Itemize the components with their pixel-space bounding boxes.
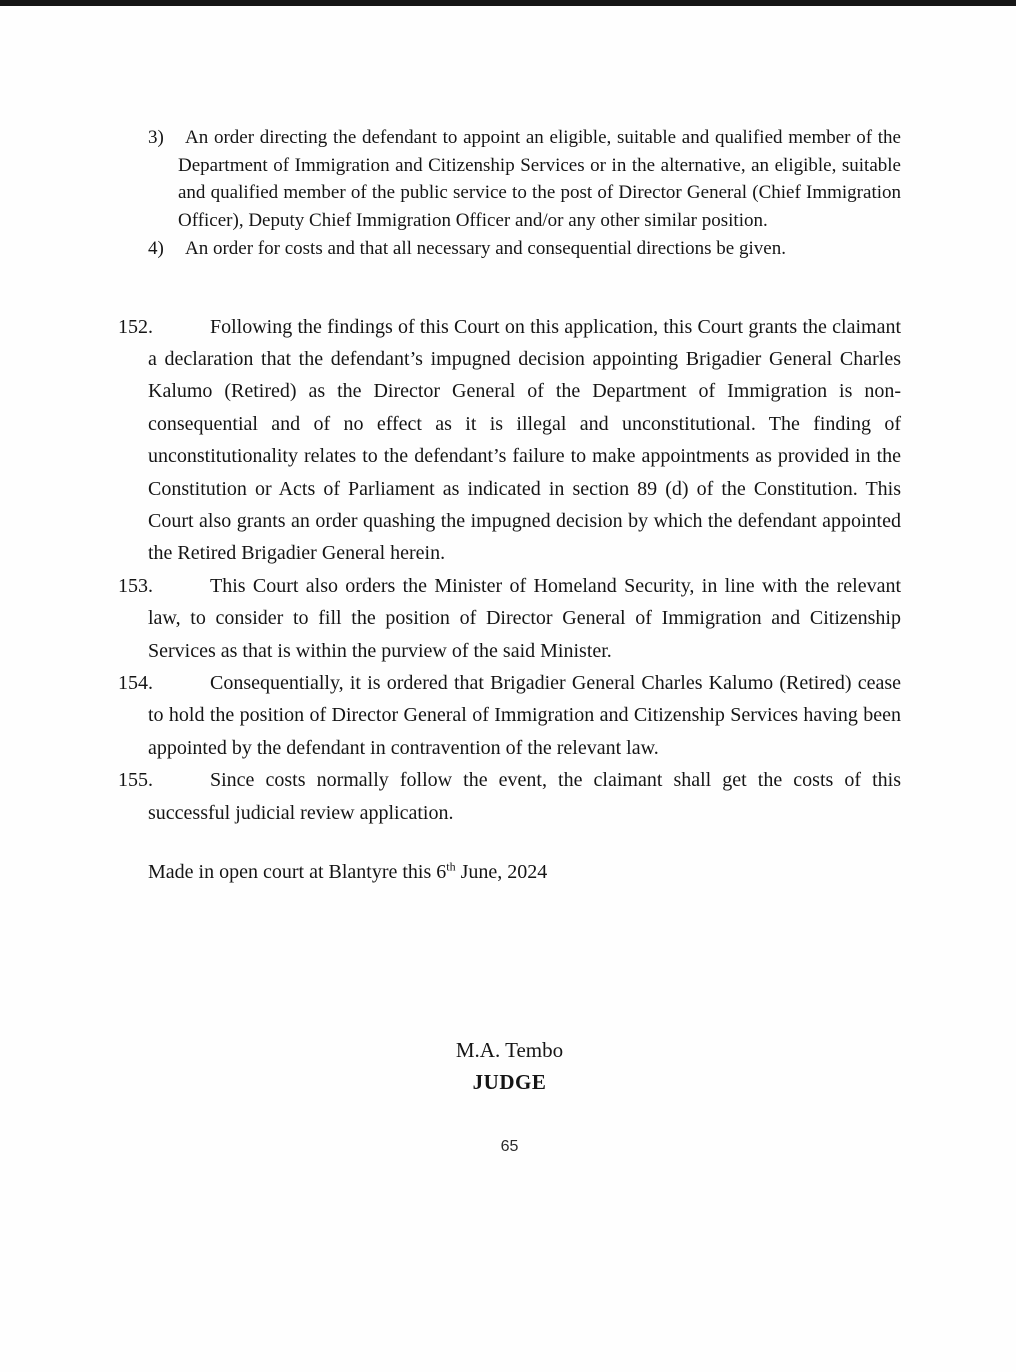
document-content <box>118 6 901 1156</box>
signature-block <box>118 1034 901 1098</box>
judge-name: M.A. Tembo <box>455 1038 564 1063</box>
paragraph-text: Consequentially, it is ordered that Brigadier General Charles Kalumo (Retired) cease to hold the position of Director General of Immigration and Citizenship Services having been appointed by the defendant in contravention of the relevant law. <box>148 671 901 759</box>
closing-prefix: Made in open court at Blantyre this 6 <box>148 861 447 884</box>
list-item-marker: 3) <box>148 127 164 148</box>
closing-line <box>148 856 901 888</box>
judgment-paragraph <box>118 311 901 570</box>
list-item-text: An order directing the defendant to appoint an eligible, suitable and qualified member of the Department of Immigration and Citizenship Services or in the alternative, an eligible, suitable and qualified member of the public service to the post of Director General (Chief Immigration Officer), Deputy Chief Immigration Officer and/or any other similar position. <box>178 127 901 232</box>
paragraph-text: Following the findings of this Court on this application, this Court grants the claimant a declaration that the defendant’s impugned decision appointing Brigadier General Charles Kalumo (Retired) as the Director General of the Department of Immigration is non-consequential and of no effect as it is illegal and unconstitutional. The finding of unconstitutionality relates to the defendant’s failure to make appointments as provided in the Constitution or Acts of Parliament as indicated in section 89 (d) of the Constitution. This Court also grants an order quashing the impugned decision by which the defendant appointed the Retired Brigadier General herein. <box>148 315 901 565</box>
list-item-text: An order for costs and that all necessary and consequential directions be given. <box>185 237 786 259</box>
judgment-paragraph <box>118 667 901 764</box>
judgment-paragraph <box>118 764 901 829</box>
judgment-paragraphs <box>118 311 901 830</box>
paragraph-text: This Court also orders the Minister of Homeland Security, in line with the relevant law, to consider to fill the position of Director General of Immigration and Citizenship Services as that is within the purview of the said Minister. <box>148 574 901 662</box>
paragraph-number: 154. <box>118 671 153 694</box>
judgment-paragraph <box>118 570 901 667</box>
list-item <box>148 235 901 263</box>
list-item <box>148 124 901 235</box>
list-item-marker: 4) <box>148 237 164 259</box>
page-number: 65 <box>500 1138 519 1156</box>
judge-title: JUDGE <box>472 1070 547 1095</box>
relief-orders-list <box>118 124 901 263</box>
paragraph-number: 155. <box>118 769 153 792</box>
ordinal-superscript: th <box>446 859 456 874</box>
paragraph-text: Since costs normally follow the event, the claimant shall get the costs of this successful judicial review application. <box>148 769 901 824</box>
closing-suffix: June, 2024 <box>455 861 548 884</box>
paragraph-number: 153. <box>118 574 153 597</box>
paragraph-number: 152. <box>118 315 153 338</box>
